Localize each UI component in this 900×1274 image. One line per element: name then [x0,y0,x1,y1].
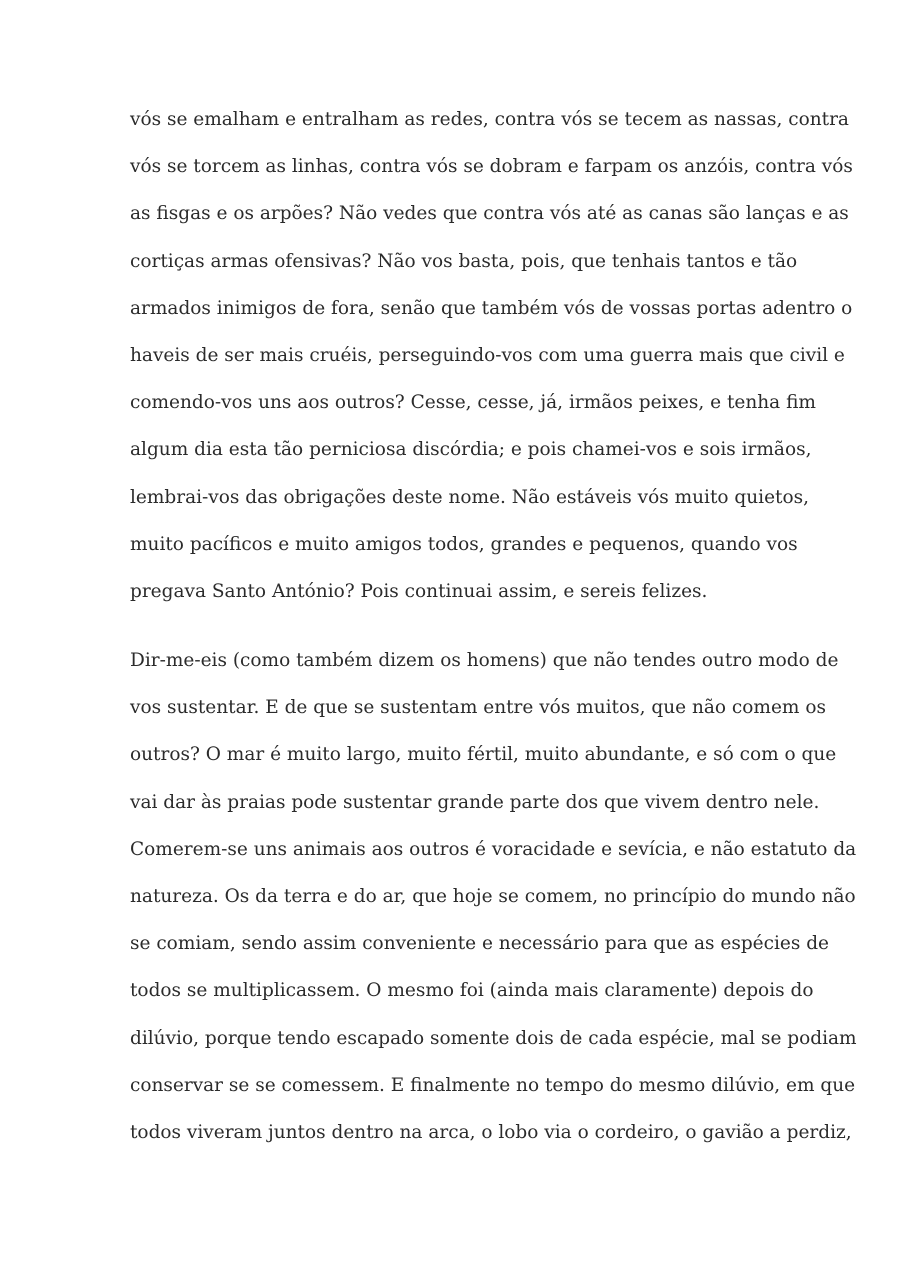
text-line: as fisgas e os arpões? Não vedes que contra vós até as canas são lanças e as [130,203,849,225]
text-line: conservar se se comessem. E finalmente no tempo do mesmo dilúvio, em que [130,1074,856,1096]
text-line: dilúvio, porque tendo escapado somente dois de cada espécie, mal se podiam [130,1027,857,1049]
text-line: pregava Santo António? Pois continuai assim, e sereis felizes. [130,580,708,602]
text-line: outros? O mar é muito largo, muito fértil, muito abundante, e só com o que [130,744,837,766]
text-line: todos viveram juntos dentro na arca, o lobo via o cordeiro, o gavião a perdiz, [130,1121,852,1143]
text-line: haveis de ser mais cruéis, perseguindo-vos com uma guerra mais que civil e [130,344,845,366]
text-line: natureza. Os da terra e do ar, que hoje se comem, no princípio do mundo não [130,885,856,907]
text-line: comendo-vos uns aos outros? Cesse, cesse, já, irmãos peixes, e tenha fim [130,392,816,414]
text-line: Comerem-se uns animais aos outros é voracidade e sevícia, e não estatuto da [130,838,857,860]
paragraph-1 [130,96,853,615]
text-line: cortiças armas ofensivas? Não vos basta, pois, que tenhais tantos e tão [130,250,798,272]
paragraph-2 [130,637,857,1156]
text-line: todos se multiplicassem. O mesmo foi (ainda mais claramente) depois do [130,980,814,1002]
text-line: armados inimigos de fora, senão que também vós de vossas portas adentro o [130,297,853,319]
text-line: se comiam, sendo assim conveniente e necessário para que as espécies de [130,933,829,955]
text-line: muito pacíficos e muito amigos todos, grandes e pequenos, quando vos [130,533,798,555]
text-line: vós se torcem as linhas, contra vós se dobram e farpam os anzóis, contra vós [130,156,853,178]
text-line: lembrai-vos das obrigações deste nome. Não estáveis vós muito quietos, [130,486,809,508]
text-line: algum dia esta tão perniciosa discórdia; e pois chamei-vos e sois irmãos, [130,439,812,461]
text-line: vós se emalham e entralham as redes, contra vós se tecem as nassas, contra [130,109,849,130]
text-line: Dir-me-eis (como também dizem os homens) que não tendes outro modo de [130,650,839,671]
text-line: vai dar às praias pode sustentar grande parte dos que vivem dentro nele. [130,791,820,813]
text-line: vos sustentar. E de que se sustentam entre vós muitos, que não comem os [130,697,826,719]
